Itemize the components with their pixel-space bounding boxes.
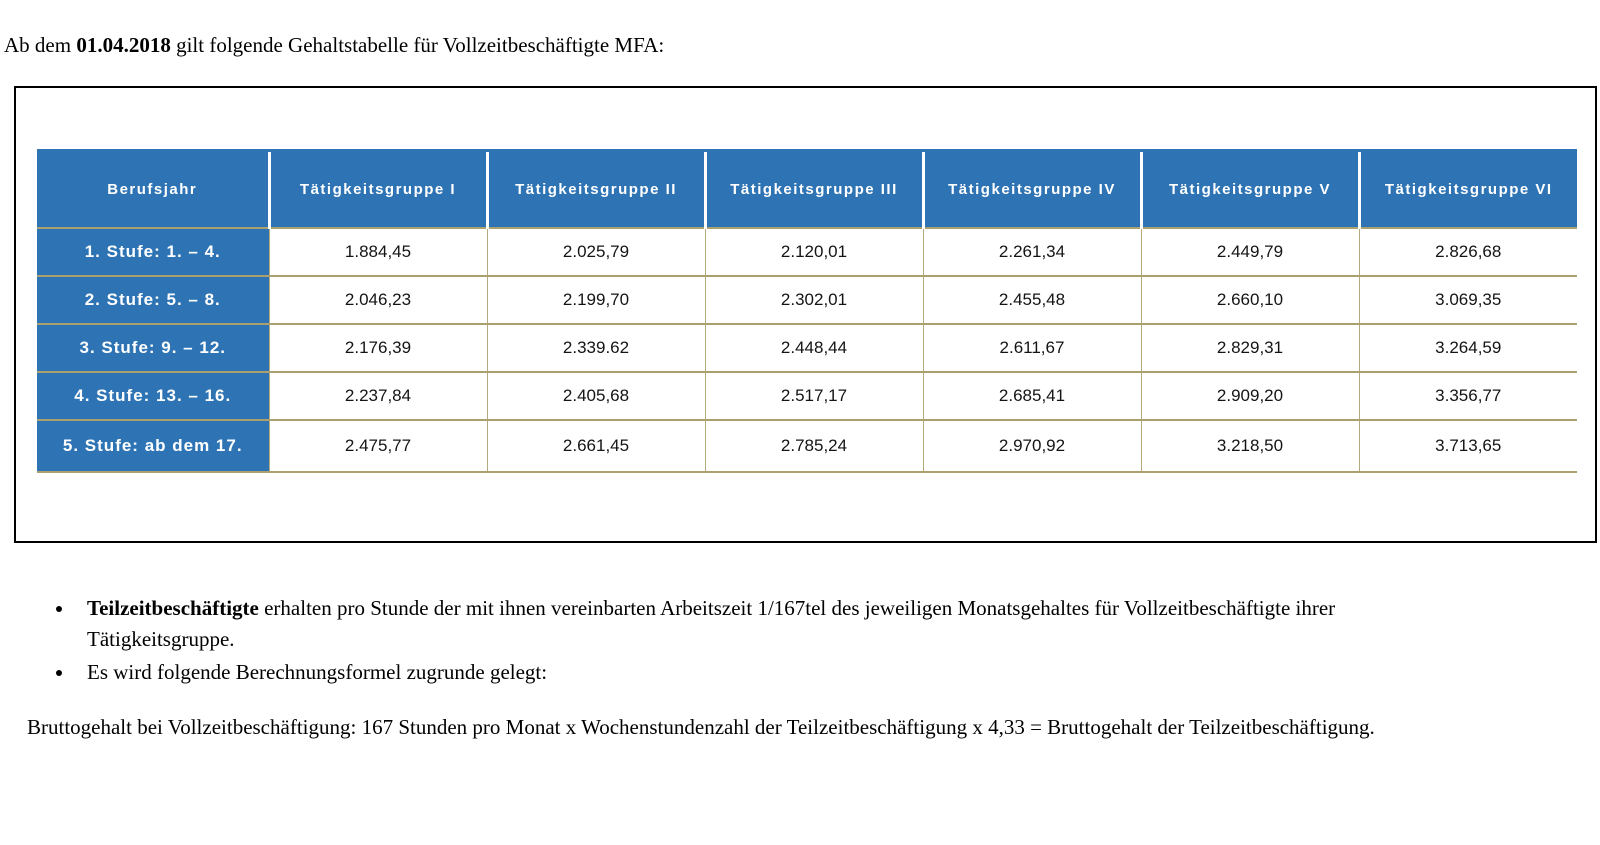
row-label-stufe: 3. Stufe: 9. – 12. [37,324,269,372]
col-header-taetigkeitsgruppe-5: Tätigkeitsgruppe V [1141,151,1359,229]
table-header [37,151,1577,229]
salary-cell: 2.826,68 [1359,228,1577,276]
bullet-text: erhalten pro Stunde der mit ihnen vereinbarten Arbeitszeit 1/167tel des jeweiligen Monatsgehaltes für Vollzeitbeschäftigte ihrer Tätigkeitsgruppe. [87,596,1336,651]
row-label-stufe: 2. Stufe: 5. – 8. [37,276,269,324]
salary-cell: 2.449,79 [1141,228,1359,276]
row-label-stufe: 1. Stufe: 1. – 4. [37,228,269,276]
salary-cell: 2.661,45 [487,420,705,472]
row-label-stufe: 5. Stufe: ab dem 17. [37,420,269,472]
salary-cell: 3.356,77 [1359,372,1577,420]
table-row [37,372,1577,420]
salary-cell: 2.475,77 [269,420,487,472]
salary-cell: 2.025,79 [487,228,705,276]
col-header-taetigkeitsgruppe-3: Tätigkeitsgruppe III [705,151,923,229]
col-header-taetigkeitsgruppe-4: Tätigkeitsgruppe IV [923,151,1141,229]
salary-cell: 2.611,67 [923,324,1141,372]
salary-cell: 2.176,39 [269,324,487,372]
salary-cell: 2.405,68 [487,372,705,420]
salary-cell: 3.069,35 [1359,276,1577,324]
table-row [37,324,1577,372]
salary-cell: 2.199,70 [487,276,705,324]
col-header-taetigkeitsgruppe-1: Tätigkeitsgruppe I [269,151,487,229]
table-row [37,420,1577,472]
col-header-berufsjahr: Berufsjahr [37,151,269,229]
bullet-item-teilzeit [75,593,1412,655]
intro-suffix: gilt folgende Gehaltstabelle für Vollzeitbeschäftigte MFA: [170,33,665,57]
salary-cell: 2.660,10 [1141,276,1359,324]
salary-cell: 2.237,84 [269,372,487,420]
row-label-stufe: 4. Stufe: 13. – 16. [37,372,269,420]
col-header-taetigkeitsgruppe-6: Tätigkeitsgruppe VI [1359,151,1577,229]
salary-cell: 2.339.62 [487,324,705,372]
bullet-list [0,593,1600,688]
table-row [37,276,1577,324]
salary-cell: 2.455,48 [923,276,1141,324]
salary-cell: 2.448,44 [705,324,923,372]
salary-cell: 2.685,41 [923,372,1141,420]
salary-table-body [37,228,1577,472]
salary-cell: 2.261,34 [923,228,1141,276]
intro-date: 01.04.2018 [76,33,171,57]
salary-cell: 1.884,45 [269,228,487,276]
formula-paragraph: Bruttogehalt bei Vollzeitbeschäftigung: 167 Stunden pro Monat x Wochenstundenzahl der Teilzeitbeschäftigung x 4,33 = Bruttogehalt der Teilzeitbeschäftigung. [27,715,1375,739]
salary-cell: 3.713,65 [1359,420,1577,472]
table-header-row [37,151,1577,229]
bullet-text: Es wird folgende Berechnungsformel zugrunde gelegt: [87,660,548,684]
intro-paragraph [4,32,1600,58]
salary-table [37,149,1577,473]
salary-cell: 2.909,20 [1141,372,1359,420]
col-header-taetigkeitsgruppe-2: Tätigkeitsgruppe II [487,151,705,229]
salary-cell: 2.302,01 [705,276,923,324]
document-page [0,32,1600,743]
table-row [37,228,1577,276]
salary-cell: 2.970,92 [923,420,1141,472]
bullet-item-formel [75,657,1412,688]
salary-table-frame [14,86,1597,543]
salary-cell: 3.264,59 [1359,324,1577,372]
intro-prefix: Ab dem [4,33,77,57]
bullet-bold-term: Teilzeitbeschäftigte [87,596,259,620]
salary-cell: 2.829,31 [1141,324,1359,372]
salary-cell: 2.046,23 [269,276,487,324]
salary-cell: 2.785,24 [705,420,923,472]
salary-cell: 2.517,17 [705,372,923,420]
salary-cell: 3.218,50 [1141,420,1359,472]
salary-cell: 2.120,01 [705,228,923,276]
